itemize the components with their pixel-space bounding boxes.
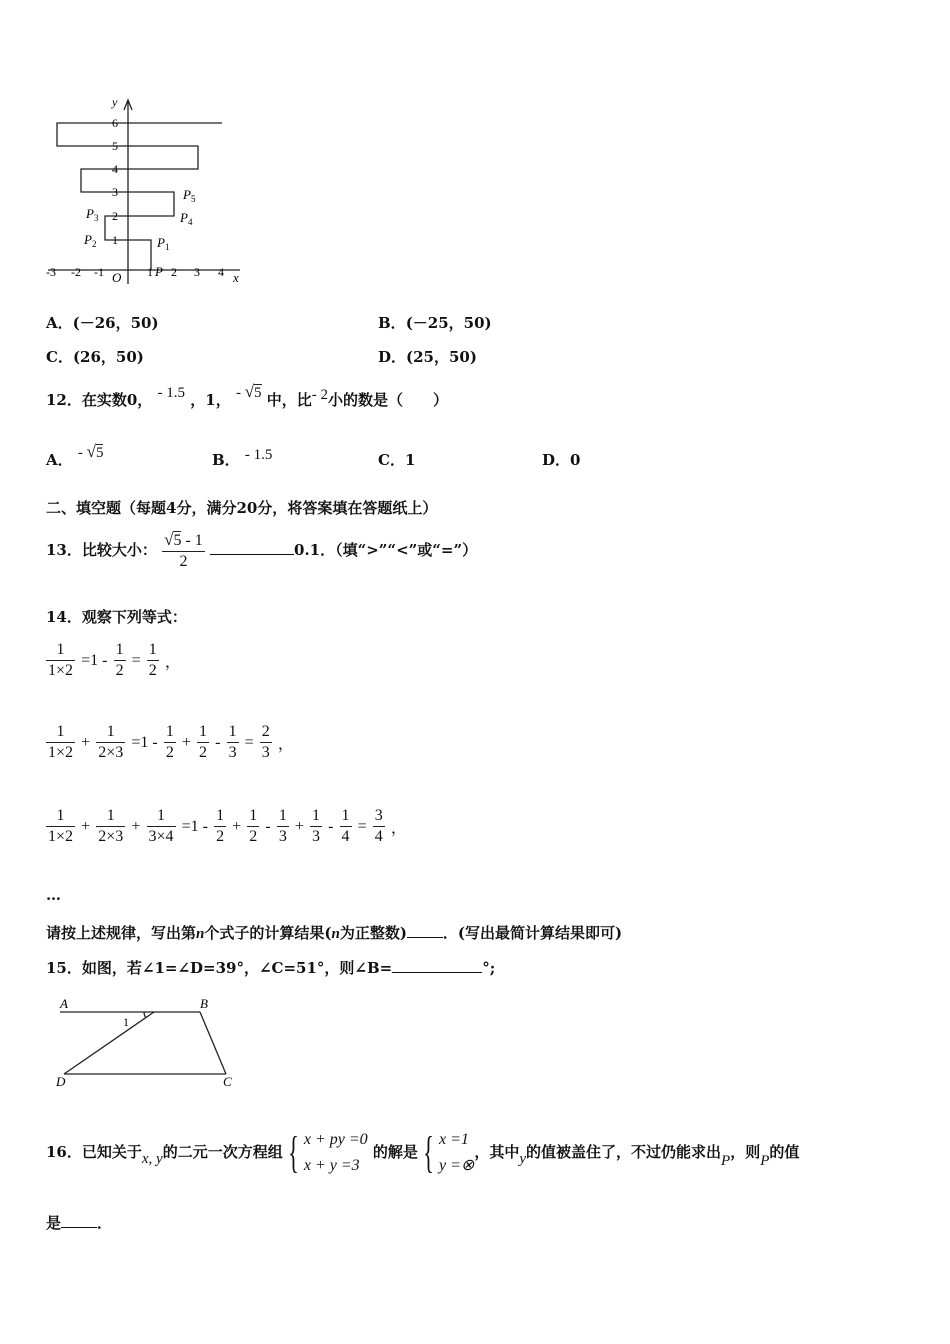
trapezoid-figure [50,994,250,1090]
x-tick: -3 [46,265,56,279]
y-tick: 6 [112,116,118,130]
x-tick: -1 [94,265,104,279]
q16-stem: 16．已知关于x, y的二元一次方程组 { x + py =0 x + y =3 的解是 { x =1 y =⊗ ，其中y的值被盖住了，不过仍能求出P，则P的值 [46,1128,800,1177]
x-axis-label: x [233,270,239,285]
line-bc [200,1012,226,1074]
line-de [64,1012,154,1074]
solution-brace: { [423,1128,434,1177]
point-p2-label: $P_2$ [84,232,97,249]
angle-1-arc [144,1012,146,1018]
q12-stem: 12．在实数0， - 1.5 ，1， - √5 中，比- 2小的数是（ ） [46,382,449,409]
q15-stem: 15．如图，若∠1=∠D=39°，∠C=51°，则∠B= °; [46,959,496,977]
q13-stem: 13．比较大小： $\frac{√5 - 1}{2}$ 0.1．（填“>”“<”或“=”） [46,530,478,570]
q11-option-a[interactable]: A．(－26，50) [46,314,159,332]
x-tick: 1 [147,265,153,279]
q13-fraction: $\frac{√5 - 1}{2}$ [164,530,203,570]
origin-label: O [112,270,122,285]
q15-answer-blank[interactable] [392,972,482,973]
x-tick: 3 [194,265,200,279]
y-tick: 2 [112,209,118,223]
section-heading: 二、填空题（每题4分，满分20分，将答案填在答题纸上） [46,499,438,517]
y-tick: 4 [112,162,118,176]
q14-instruction: 请按上述规律，写出第n个式子的计算结果(n为正整数) ．(写出最简计算结果即可) [46,924,623,942]
q14-answer-blank[interactable] [407,937,443,938]
label-d: D [56,1074,66,1089]
spiral-path [57,123,222,270]
q12-option-d[interactable]: D．0 [542,451,581,469]
q14-equation-2: $\frac{1}{1\times 2}$ + $\frac{1}{2\times 3}$ =1 - $\frac{1}{2}$ + $\frac{1}{2}$ - $\frac{1}{3}$ = $\frac{2}{3}$ ， [48,723,294,761]
label-b: B [200,996,208,1011]
equation-system: x + py =0 x + y =3 [303,1131,368,1174]
solution-system: x =1 y =⊗ [439,1131,475,1174]
y-tick: 5 [112,139,118,153]
point-p4-label: $P_4$ [180,210,193,227]
label-a: A [60,996,68,1011]
point-p3-label: $P_3$ [86,206,99,223]
x-tick: 4 [218,265,224,279]
x-tick: -2 [71,265,81,279]
point-p5-label: $P_5$ [183,187,196,204]
q11-option-d[interactable]: D．(25，50) [378,348,477,366]
y-tick: 1 [112,233,118,247]
q11-option-c[interactable]: C．(26，50) [46,348,144,366]
label-c: C [223,1074,232,1089]
point-p1-label: $P_1$ [157,235,170,252]
q12-option-c[interactable]: C．1 [378,451,416,469]
q16-line2: 是 ． [46,1214,113,1232]
system-brace: { [288,1128,299,1177]
x-tick: 2 [171,265,177,279]
q14-title: 14．观察下列等式： [46,608,187,626]
label-angle-1: 1 [123,1015,129,1029]
q14-equation-3: $\frac{1}{1\times 2}$ + $\frac{1}{2\times 3}$ + $\frac{1}{3\times 4}$ =1 - $\frac{1}{2}$ + $\frac{1}{2}$ - $\frac{1}{3}$ + $\frac{1}{3}$ - $\frac{1}{4}$ = $\frac{3}{4}$ ， [48,807,407,845]
q14-equation-1: $\frac{1}{1\times 2}$ =1 - $\frac{1}{2}$ = $\frac{1}{2}$ ， [48,641,181,679]
q14-ellipsis: … [46,886,61,904]
point-p-label: P [155,264,163,279]
q12-option-a[interactable]: A． - √5 [46,442,104,469]
coordinate-figure [40,92,260,292]
q12-option-b[interactable]: B． - 1.5 [212,447,273,469]
y-axis-label: y [112,95,118,109]
y-tick: 3 [112,185,118,199]
q11-option-b[interactable]: B．(－25，50) [378,314,492,332]
q13-answer-blank[interactable] [210,554,294,555]
q16-answer-blank[interactable] [61,1227,97,1228]
